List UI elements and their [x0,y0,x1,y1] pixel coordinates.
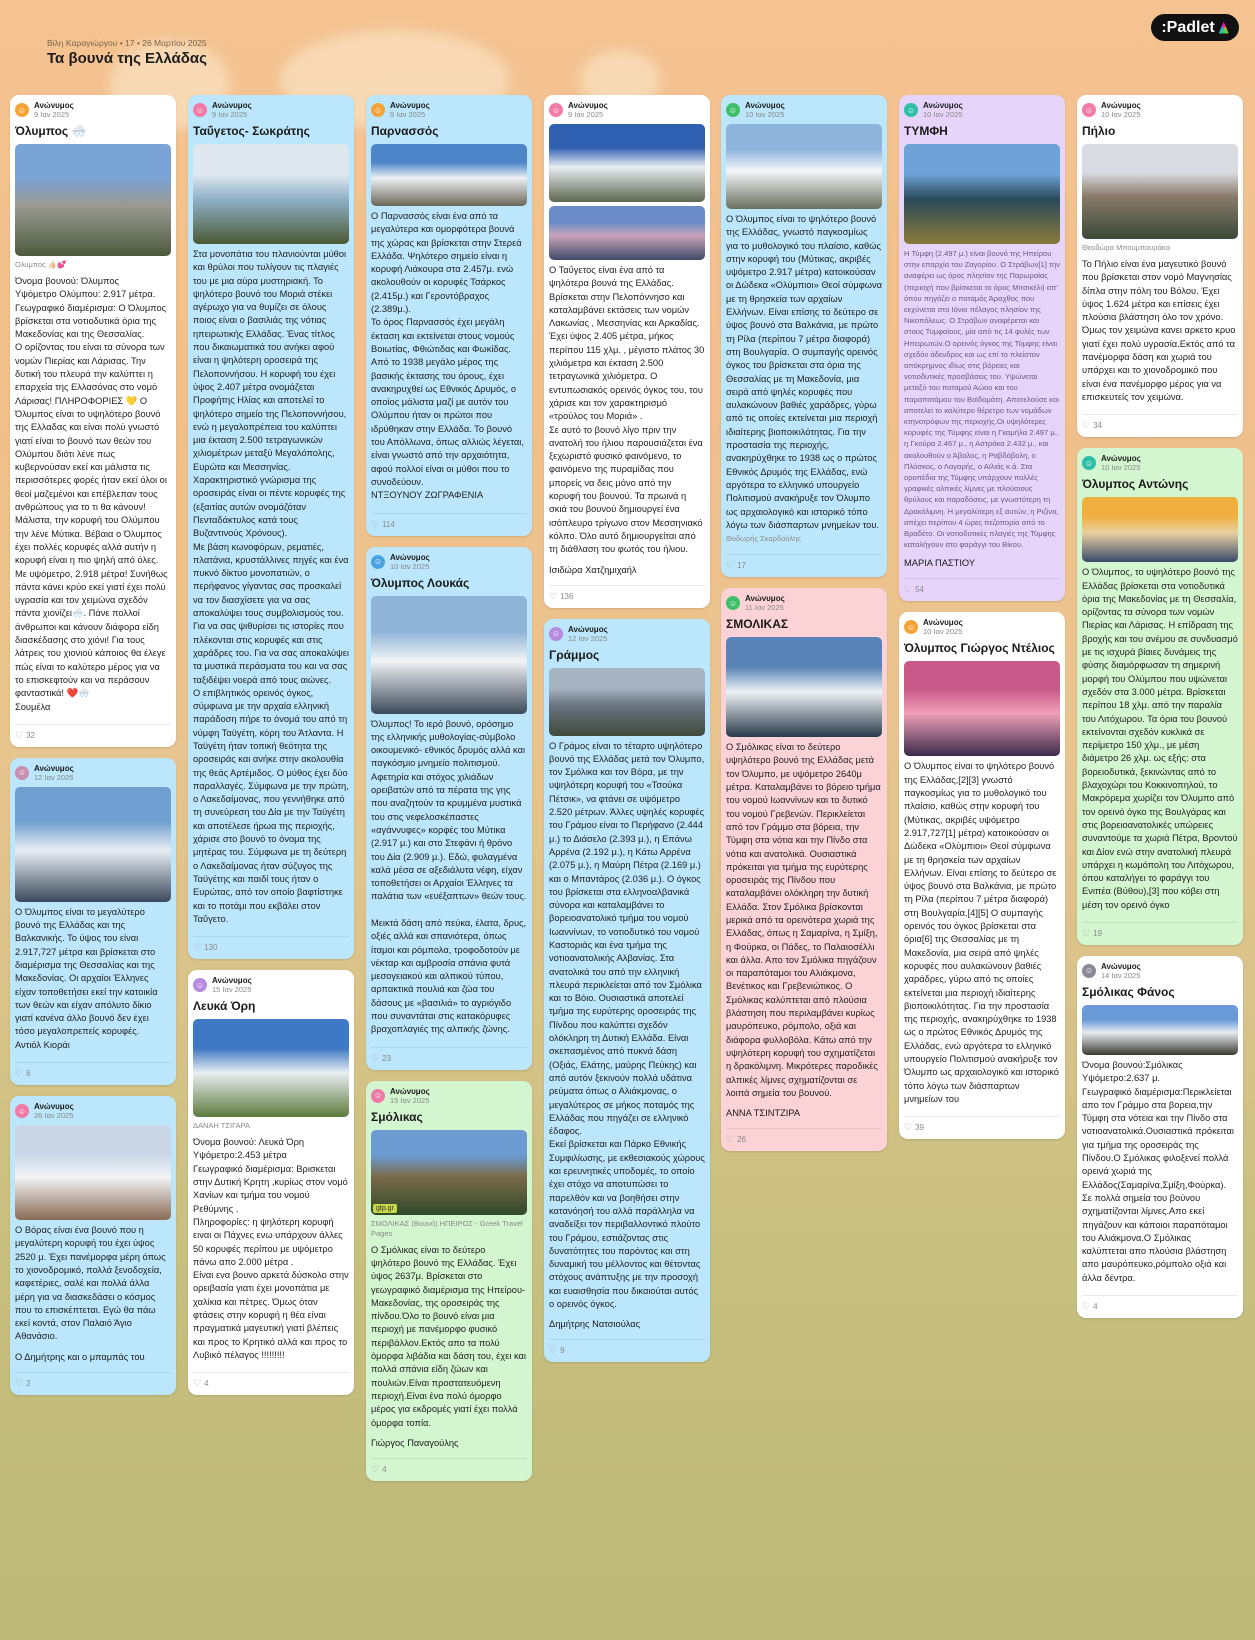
post-date: 11 Ιαν 2025 [745,603,784,613]
post-footer [15,1372,171,1389]
padlet-logo[interactable] [1151,14,1239,41]
heart-icon[interactable]: ♡ [371,1052,380,1063]
heart-icon[interactable]: ♡ [1082,927,1091,938]
like-count: 34 [1093,421,1102,431]
post-footer [1082,922,1238,939]
post-title: Σμόλικας Φάνος [1082,984,1175,999]
post-image[interactable] [371,596,527,714]
post-body: Ο Όλυμπος είναι το μεγαλύτερο βουνό της Ελλάδας και της Βαλκανικής. Το ύψος του είναι 2.917,727 μέτρα και βρίσκεται στο διαμέρισμα της Θεσσαλίας και της Μακεδονίας. Οι αρχαίοι Έλληνες είχαν τοποθετήσει εκεί την κατοικία των θεών και είχαν απόλυτο δίκιο γιατί κανένα άλλο βουνό δεν έχει τόσο μεγαλοπρεπείς κορυφές. Αντιόλ Κιοράι [15,906,158,1050]
avatar: ☺ [726,103,740,117]
like-count: 23 [382,1053,391,1063]
post-image[interactable] [549,668,705,736]
post-footer [1082,1295,1238,1312]
post-title: ΤΥΜΦΗ [904,124,948,138]
author-name: Ανώνυμος [745,101,785,110]
author-info [568,625,608,643]
post-title: Παρνασσός [371,124,439,138]
heart-icon[interactable]: ♡ [1082,1301,1091,1312]
author-name: Ανώνυμος [745,594,785,604]
author-name: Ανώνυμος [390,1086,430,1096]
post-date: 9 Ιαν 2025 [212,110,248,119]
post-signature: Ο Δημήτρης και ο μπαμπάς του [15,1351,145,1362]
post-image[interactable] [549,206,705,260]
post-image[interactable] [371,1130,527,1215]
post-body: Ο Γράμος είναι το τέταρτο υψηλότερο βουνό της Ελλάδας μετά τον Όλυμπο, τον Σμόλικα και τον Βόρα, με την υψηλότερη κορυφή του «Τσούκα Πέτσικ», να φτάνει σε υψόμετρο 2.520 μέτρων. Άλλες υψηλές κορυφές του Γράμου είναι το Περήφανο (2.444 μ.) το Διάσελο (2.393 μ.), η Επάνω Αρρένα (2.192 μ.), η Κάτω Αρρένα (2.075 μ.), η Μαύρη Πέτρα (2.169 μ.) και ο Μπαντάρος (2.036 μ.). Ο όγκος του βρίσκεται στα ελληνοαλβανικά σύνορα και καταλαμβάνει το βορειοανατολικό τμήμα του νομού Ιωαννίνων, το νοτιοδυτικό του νομού Καστοριάς και ένα τμήμα της νοτιοανατολικής Αλβανίας. Στα ανατολικά του από την ελληνική πλευρά περικλείεται από τον Σμόλικα και το Βόιο. Ουσιαστικά αποτελεί τμήμα της ευρύτερης οροσειράς της Πίνδου που καλύπτει σχεδόν ολόκληρη τη Δυτική Ελλάδα. Είναι σκεπασμένος από πυκνά δάση (Οξιάς, Ελάτης, μαύρης Πεύκης) και από αυτόν ξεκινούν πολλά υδάτινα ρεύματα όπως ο Αλιάκμονας, ο μεγαλύτερος σε μήκος ποταμός της Ελλάδας που πηγάζει σε ελληνικό έδαφος. Εκεί βρίσκεται και Πάρκο Εθνικής Συμφιλίωσης, με εκθεσιακούς χώρους και ερευνητικές υποδομές, το οποίο έχει στόχο να αποτυπώσει το παρελθόν και να βοηθήσει στην κατανόησή του αλλά παράλληλα να αναδείξει τον περιβαλλοντικό πλούτο του Γράμου, εστιάζοντας στις δυνατότητες του παρόντος και στη δυναμική του μέλλοντος και θέτοντας στόχους ανάπτυξης με την προσοχή και ευαισθησία που δικαιούται αυτός ο ορεινός όγκος. [549,740,705,1309]
post-image[interactable] [193,144,349,244]
post-title: Σμόλικας [371,1109,423,1124]
image-caption: Θεοδώρα Μπουμπουράκα [1082,243,1170,252]
image-caption: ΣΜΟΛΙΚΑΣ (Βουνό) ΗΠΕΙΡΟΣ - Greek Travel Pages [371,1218,523,1238]
like-count: 136 [560,591,574,601]
author-name: Ανώνυμος [1101,961,1141,971]
author-name: Ανώνυμος [34,101,74,110]
avatar: ☺ [1082,456,1096,470]
post-attribution: Θοδωρής Σκορδούλης [726,534,801,544]
post-card[interactable] [188,95,354,959]
post-author [1082,962,1238,980]
author-name: Ανώνυμος [212,976,252,986]
author-name: Ανώνυμος [568,101,608,110]
post-title: Λευκά Όρη [193,999,256,1014]
avatar: ☺ [1082,103,1096,117]
post-date: 10 Ιαν 2025 [923,110,963,119]
avatar: ☺ [15,1104,29,1118]
board-column [188,95,354,1395]
post-footer [549,1339,705,1356]
post-date: 10 Ιαν 2025 [1101,110,1141,119]
avatar: ☺ [193,103,207,117]
post-author [549,625,705,643]
author-info [390,553,430,571]
post-footer [193,1372,349,1389]
post-footer [904,1116,1060,1133]
like-count: 39 [915,1123,924,1133]
post-image[interactable] [15,144,171,256]
avatar: ☺ [371,555,385,569]
avatar: ☺ [904,103,918,117]
post-footer [1082,414,1238,431]
post-card[interactable] [544,95,710,608]
avatar: ☺ [1082,964,1096,978]
post-title: Γράμμος [549,647,600,662]
post-date: 15 Ιαν 2025 [390,1095,430,1105]
post-body: Η Τύμφη (2.497 μ.) είναι βουνό της Ηπείρου στην επαρχία του Ζαγορίου. Ο Στράβων[1] την αναφέρει ως όρος πλησίον της Παρωραίας (περιοχή που βρίσκεται το όρος Μιτσικέλι) απ' όπου πηγάζει ο ποταμός Άραχθος που εκχύνεται στο Ιόνιο πέλαγος πλησίον της Νικοπόλεως. Ο Στράβων αναφέρεται και στους Τυμφαίους, μία από τις 14 φυλές των Ηπειρωτών.Ο ορεινός όγκος της Τύμφης είναι σχεδόν άδενδρος και ως επί το πλείστον απόκρημνος ιδίως στις βόρειες και νοτιοδυτικές προσβάσεις του. Υψώνεται μεταξύ του ποταμού Αώου και του παραποτάμου του Βοϊδομάτη. Αποτελούσε και αποτελεί το καλύτερο θέρετρο των νομάδων κτηνοτρόφων της περιοχής.Οι υψηλότερες κορυφές της Τύμφης είναι η Γκαμήλα 2.497 μ., η Γκούρα 2.467 μ., η Αστράκα 2.432 μ., και ακολουθούν ο Άβαλος, η Ραβδόβολη, ο Πλόσκος, ο Λαγαρής, ο Αϊλιάς κ.ά. Στα οροπέδια της Τύμφης υπάρχουν πολλές γραφικές αλπικές λίμνες με πλούσιους θρύλους και παραδόσεις, με γνωστότερη τη Δρακόλιμνη. Η μεγαλύτερη εξ αυτών, η Ριζίνα, απέχει περίπου 4 ώρες πεζοπορία από το Βραδέτο. Οι νοτιοδυτικές πλαγιές της Τύμφης καταλήγουν στο φαράγγι του Βίκου. [904,249,1060,550]
post-image[interactable] [1082,144,1238,239]
post-author [193,976,349,994]
author-info [34,101,74,119]
post-footer [15,1062,171,1079]
board-column [544,95,710,1362]
post-footer [193,936,349,953]
post-footer [371,513,527,530]
avatar: ☺ [193,978,207,992]
image-caption: Ολυμπος 👍🏻💕 [15,260,67,269]
post-body: Ο Ταΰγετος είναι ένα από τα ψηλότερα βουνά της Ελλάδας. Βρίσκεται στην Πελοπόννησο και καταλαμβάνει εκτάσεις των νομών Λακωνίας , Μεσσηνίας και Αρκαδίας. Έχει ύψος 2.405 μέτρα, μήκος περίπου 115 χλμ. , μέγιστο πλάτος 30 χιλιόμετρα και έκταση 2.500 τετραγωνικά χιλιόμετρα. Ο εντυπωσιακός ορεινός όγκος του, του χάρισε και τον χαρακτηρισμό «τρούλος του Μοριά» . Σε αυτό το βουνό λίγο πριν την ανατολή του ήλιου παρουσιάζεται ένα ξεχωριστό φυσικό φαινόμενο, το φαινόμενο της πυραμίδας που μπορείς να δεις μόνο από την κορυφή του βουνού. Τα πρωινά η σκιά του βουνού δημιουργεί ένα ισόπλευρο τρίγωνο στον Μεσσηνιακό κόλπο. Όλο αυτό δημιουργείται από τη διάθλαση του φωτός του ήλιου. [549,265,705,555]
author-name: Ανώνυμος [1101,454,1141,464]
post-footer [904,578,1060,595]
avatar: ☺ [15,103,29,117]
like-count: 2 [26,1378,31,1388]
post-body: Ο Σμόλικας είναι το δεύτερο ψηλότερο βουνό της Ελλάδας. Έχει ύψος 2637μ. Βρίσκεται στο γεωγραφικό διαμέρισμα της Ηπείρου-Μακεδονίας, της οροσειράς της πίνδου.Όλο το βουνό είναι μια περιοχή με πανέμορφο φυσικό περιβάλλον.Εκτός απο τα πολύ όμορφα λιβάδια και δάση του, έχει και πολλά σπάνια είδη ζώων και πουλιών.Είναι προστατευόμενη περιοχή.Είναι ένα πολύ όμορφο μέρος για εκδρομές γιατί έχει πολλά όμορφα τοπία. [371,1244,526,1428]
post-body: Ο Όλυμπος, το υψηλότερο βουνό της Ελλάδας βρίσκεται στα νοτιοδυτικά όρια της Μακεδονίας με τη Θεσσαλία, ορίζοντας τα σύνορα των νομών Πιερίας και Λάρισας. Η επίδραση της βροχής και του ανέμου σε συνδυασμό με τις ισχυρά βίαιες δυνάμεις της φύσης διαμόρφωσαν τη σημερινή μορφή του Ολύμπου που υψώνεται σχεδόν στα 3.000 μέτρα. Βρίσκεται περίπου 18 χλμ. από την παραλία του Λιτόχωρου. Τα όρια του βουνού εκτείνονται σχεδόν κυκλικά σε περίμετρο 150 χλμ., με μέση διάμετρο 26 χλμ. ως εξής: στα βορειοδυτικά, ξεκινώντας από το βλαχοχώρι του Κοκκινοπηλού, το Μακρόρεμα χωρίζει τον Όλυμπο από τον ορεινό όγκο της Βουλγάρας και στις βορειοανατολικές υπώρειες συναντούμε τα χωριά Πέτρα, Βροντού και Δίον ενώ στην ανατολική πλευρά υπάρχει η κωμόπολη του Λιτόχωρου, όπου καταλήγει το φαράγγι του Ενιπέα (Βύθου),[3] που κόβει στη μέση τον ορεινό όγκο [1082,567,1238,910]
post-author [371,553,527,571]
post-date: 10 Ιαν 2025 [390,561,430,571]
like-count: 4 [204,1379,209,1389]
like-count: 54 [915,585,924,595]
post-card[interactable] [10,1096,176,1395]
post-body: Το Πήλιο είναι ένα μαγευτικό βουνό που βρίσκεται στον νομό Μαγνησίας δίπλα στην πόλη του Βόλου. Έχει ύψος 1.624 μέτρα και επίσεις έχει πλούσια βλάστηση όλο τον χρόνο. Όμως τον χειμώνα κανει αρκετο κρυο γιατί έχει πολύ υγρασία.Εκτός από τα πανέμορφα δάση και χωριά του υπάρχει και το χιονοδρομικό που είναι ένα πανέμορφο μέρος για να επισκευτείς τον χειμώνα. [1082,259,1236,402]
post-author [904,101,1060,119]
post-body: Όλυμπος! Το ιερό βουνό, ορόσημο της ελληνικής μυθολογίας-σύμβολο οικουμενικό- εθνικός δρυμός αλλά και παγκόσμιο μνημείο πολιτισμού. Αφετηρία και στόχος χιλιάδων ορειβατών από τα πέρατα της γης που αναζητούν τα κρυμμένα μυστικά του στις νεφελοσκέπαστες «αγάννυφες» κορφές του Μύτικα (2.917 μ.) και στο Στεφάνι ή θρόνο του Δία (2.909 μ.). Εδώ, φυλαγμένα καλά μέσα σε αξεδιάλυτα νέφη, είχαν τοποθετήσει οι Αρχαίοι Έλληνες τα παλάτια των «ευέξαπτων» θεών τους. Μεικτά δάση από πεύκα, έλατα, δρυς, οξιές αλλά και σπανιότερα, όπως ίταμοι και ρόμπολα, τροφοδοτούν με νέκταρ και αμβροσία σπάνια φυτά μεσογειακού και αλπικού τύπου, αρπακτικά πουλιά και ζώα του δάσους με «βασιλιά» το αγριόγιδο που συναντάται στις κατακόρυφες βραχοπλαγιές της αλπικής ζώνης. [371,718,527,1035]
author-name: Ανώνυμος [923,101,963,110]
heart-icon[interactable]: ♡ [371,518,380,529]
post-image[interactable] [193,1019,349,1117]
post-image[interactable] [15,787,171,902]
board-meta: Βίλη Καραγιώργου • 17 • 26 Μαρτίου 2025 [47,38,207,48]
like-count: 6 [26,1069,31,1079]
post-author [371,1087,527,1105]
board-column [1077,95,1243,1318]
post-author [549,101,705,119]
post-title: Όλυμπος Λουκάς [371,575,470,590]
post-date: 14 Ιαν 2025 [1101,970,1141,980]
like-count: 4 [382,1464,387,1474]
post-footer [371,1458,527,1475]
logo-text: :Padlet [1161,18,1215,36]
author-info [1101,454,1141,472]
post-body: Ο Παρνασσός είναι ένα από τα μεγαλύτερα και ομορφότερα βουνά της χώρας και βρίσκεται στην Στερεά Ελλάδα. Ψηλότερο σημείο είναι η κορυφή Λιάκουρα στα 2.457μ. ενώ ακολουθούν οι κορυφές Τσάρκος (2.415μ.) και Γεροντόβραχος (2.389μ.). Το όρος Παρνασσός έχει μεγάλη έκταση και εκτείνεται στους νομούς Βοιωτίας, Φθιώτιδας και Φωκίδας. Από το 1938 μεγάλο μέρος της βασικής έκτασης του όρους, έχει ανακηρυχθεί ως Εθνικός Δρυμός, ο οποίος μάλιστα μαζί με αυτόν του Ολύμπου ήταν οι πρώτοι που ιδρύθηκαν στην Ελλάδα. Το βουνό του Απόλλωνα, όπως αλλιώς λέγεται, είναι γνωστό από την αρχαιότητα, αφού πολλοί είναι οι μύθοι που το συνοδεύουν. ΝΤΞΟΥΝΟΥ ΖΩΓΡΑΦΕΝΙΑ [371,211,524,501]
post-footer [15,724,171,741]
post-card[interactable] [544,619,710,1363]
like-count: 130 [204,943,218,953]
heart-icon[interactable]: ♡ [15,729,24,740]
heart-icon[interactable]: ♡ [904,1122,913,1133]
post-date: 12 Ιαν 2025 [34,772,74,782]
author-info [212,976,252,994]
post-card[interactable] [721,588,887,1151]
post-footer [726,1128,882,1145]
like-count: 26 [737,1135,746,1145]
like-count: 9 [560,1346,565,1356]
author-name: Ανώνυμος [390,101,430,110]
post-date: 9 Ιαν 2025 [568,110,604,119]
post-signature: Γιώργος Παναγούλης [371,1437,459,1448]
post-title: ΣΜΟΛΙΚΑΣ [726,617,789,632]
post-image[interactable] [1082,1005,1238,1055]
post-signature: Ισιδώρα Χατζημιχαήλ [549,564,637,575]
post-image[interactable] [904,661,1060,756]
board-column [366,95,532,1481]
post-body: Όνομα βουνού:Σμόλικας Υψόμετρο:2.637 μ. Γεωγραφικό διαμέρισμα:Περικλείεται απο τον Γράμμο στα βορεια,την Τύμφη στα νότεια και την Πίνδο στα νοτιοανατολικά.Ουσιαστικά πρόκειται για τμήμα της οροσειράς της Πίνδου.Ο Σμόλικας φιλοξενεί πολλά ορεινά χωριά της Ελλάδος(Σαμαρίνα,Σμίξη,Φούρκα). Σε πολλά σημεία του βούνου σχηματίζονται λίμνες.Απο εκεί πηγάζουν και κάποιοι παραπόταμοι του Αλιάκμονα.Ο Σμόλικας καλύπτεται απο πλούσια βλάστηση απο μαυρόπευκο,ρόμπολο οξιά και άλλα δέντρα. [1082,1059,1234,1283]
image-source-tag: gtp.gr [373,1204,397,1213]
post-author [1082,454,1238,472]
post-body: Ο Όλυμπος είναι το ψηλότερο βουνό της Ελλάδας,[2][3] γνωστό παγκοσμίως για το μυθολογικό του πλαίσιο, καθώς στην κορυφή του (Μύτικας, ακριβές υψόμετρο 2.917,727[1] μέτρα) κατοικούσαν οι Δώδεκα «Ολύμπιοι» Θεοί σύμφωνα με τη θρησκεία των αρχαίων Ελλήνων. Είναι επίσης το δεύτερο σε ύψος βουνό στα Βαλκάνια, με πρώτο τη Ρίλα (περίπου 7 μέτρα διαφορά) στη Βουλγαρία.[4][5] Ο συμπαγής ορεινός του όγκος βρίσκεται στα όρια[6] της Θεσσαλίας με τη Μακεδονία, μια σειρά από ψηλές κορυφές που αυλακώνουν βαθιές χαράδρες, γύρω από τις οποίες εκτείνεται μια περιοχή ιδιαίτερης βιοποικιλότητας. Για την προστασία της περιοχής, ανακηρύχθηκε το 1938 ως ο πρώτος Εθνικός Δρυμός της Ελλάδας, ενώ αργότερα το ελληνικό υπουργείο Πολιτισμού ανακήρυξε τον Όλυμπο ως αρχαιολογικό και ιστορικό τόπο λόγω των διάσπαρτων μνημείων του [904,761,1059,1104]
post-author [15,1102,171,1120]
like-count: 17 [737,561,746,571]
author-info [745,594,785,612]
heart-icon[interactable]: ♡ [549,590,558,601]
author-info [923,618,963,636]
board-column [721,95,887,1151]
post-card[interactable] [366,547,532,1070]
heart-icon[interactable]: ♡ [904,584,913,595]
avatar: ☺ [726,596,740,610]
post-date: 10 Ιαν 2025 [1101,463,1141,473]
post-body: Ο Σμόλικας είναι το δεύτερο υψηλότερο βουνό της Ελλάδας μετά τον Όλυμπο, με υψόμετρο 2640μ μέτρα. Καταλαμβάνει το βόρειο τμήμα του νομού Ιωαννίνων και το δυτικό του νομού Γρεβενών. Περικλείεται από τον Γράμμο στα βόρεια, την Τύμφη στα νότια και την Πίνδο στα νότια και ανατολικά. Ουσιαστικά πρόκειται για τμήμα της ευρύτερης οροσειράς της Πίνδου που καταλαμβάνει ολόκληρη την δυτική Ελλάδα. Στον Σμόλικα βρίσκονται μερικά από τα ορεινότερα χωριά της Ελλάδας, όπως η Σαμαρίνα, η Σμίξη, η Φούρκα, οι Πάδες, το Παλαιοσέλλι και άλλα. Απο τον Σμόλικα πηγάζουν οι παραπόταμοι του Αλιάκμονα, Βενέτικος και Γρεβενιώτικος. Ο Σμόλικας καλύπτεται από πλούσια βλάστηση που περιλαμβάνει κυρίως μαυρόπευκο, ρόμπολο, οξιά και διάφορα φυλλοβόλα. Κάτω από την υψηλότερη κορυφή του σχηματίζεται η δρακόλιμνη. Μικρότερες παροδικές αλπικές λίμνες σχηματίζονται σε λοιπά σημεία του βουνού. [726,742,881,1098]
post-body: Στα μονοπάτια του πλανιούνται μύθοι και θρύλοι που τυλίγουν τις πλαγιές του με μια αύρα μυστηριακή. Το ψηλότερο βουνό του Μοριά στέκει αγέρωχο για να θυμίζει σε όλους ποιος είναι ο βασιλιάς της νότιας ηπειρωτικής Ελλάδας. Ένας τίτλος που δικαιωματικά του ανήκει αφού είναι η ψηλότερη οροσειρά της Πελοποννήσου. Η κορυφή του έχει ύψος 2.407 μέτρα ονομάζεται Προφήτης Ηλίας και αποτελεί το ψηλότερο σημείο της Πελοποννήσου, ενώ η μεγαλοπρέπεια του καλύπτει μια έκταση 2.500 τετραγωνικών χιλιομέτρων μεταξύ Μεγαλόπολης, Ευρώτα και Μεσσηνίας. Χαρακτηριστικό γνώρισμα της οροσειράς είναι οι πέντε κορυφές της (εξαιτίας αυτών ονομάζόταν Πενταδάκτυλος κατά τους Βυζαντινούς Χρόνους). Με βάση κωνοφόρων, ρεματιές, πλατάνια, κρυστάλλινες πηγές και ένα πυκνό δίκτυο μονοπατιών, ο περήφανος γίγαντας σας προσκαλεί να τον διασχίσετε για να σας αποκαλύψει τους συμβολισμούς του. Για να σας ψιθυρίσει τις ιστορίες που πλέκονται στις κορυφές και στις χαράδρες του. Για να σας αποκαλύψει τα μυστικά περάσματα του και να σας ταξιδέψει νοερά από τους αιώνες. Ο επιβλητικός ορεινός όγκος, σύμφωνα με την αρχαία ελληνική παράδοση πήρε το όνομά του από τη νύμφη Ταϋγέτη, κόρη του Άτλαντα. Η Ταϋγέτη ήταν τοπική θεότητα της οροσειράς και ανήκε στην ακολουθία της θεάς Αρτέμιδος. Ο μύθος έχει δύο παραλλαγές. Σύμφωνα με την πρώτη, ο Λακεδαίμονας, που γεννήθηκε από τη συνεύρεση του Δία με την Ταϋγέτη και αποτέλεσε ήρωα της περιοχής, χάρισε στο βουνό το όνομα της μητέρας του. Σύμφωνα με τη δεύτερη ο Λακεδαίμονας ήταν σύζυγος της Ταϋγέτης και παιδί τους ήταν ο Ευρώτας, από τον οποίο βαφτίστηκε και το ποτάμι που εκβάλει στον Ταΰγετο. [193,249,349,924]
author-info [568,101,608,119]
author-info [390,101,430,119]
author-info [212,101,252,119]
author-info [1101,962,1141,980]
post-card[interactable] [188,970,354,1395]
padlet-mark-icon [1219,22,1229,34]
post-image[interactable] [371,144,527,206]
post-image[interactable] [726,637,882,737]
post-card[interactable] [10,95,176,747]
heart-icon[interactable]: ♡ [549,1345,558,1356]
post-signature: ΜΑΡΙΑ ΠΑΣΤΙΟΥ [904,558,976,569]
post-author [904,618,1060,636]
post-card[interactable] [1077,95,1243,437]
avatar: ☺ [15,766,29,780]
post-date: 9 Ιαν 2025 [390,110,426,119]
board-column [899,95,1065,1139]
post-card[interactable] [899,612,1065,1139]
author-name: Ανώνυμος [212,101,252,110]
author-name: Ανώνυμος [923,618,963,628]
post-author [371,101,527,119]
post-image[interactable] [15,1125,171,1220]
heart-icon[interactable]: ♡ [726,560,735,571]
author-name: Ανώνυμος [34,1102,74,1112]
post-card[interactable] [1077,956,1243,1318]
author-name: Ανώνυμος [568,624,608,634]
post-date: 12 Ιαν 2025 [568,633,608,643]
post-date: 15 Ιαν 2025 [212,985,252,995]
author-info [34,764,74,782]
like-count: 114 [382,519,395,529]
like-count: 19 [1093,928,1102,938]
board-column [10,95,176,1395]
post-card[interactable] [721,95,887,577]
post-image[interactable] [726,124,882,209]
post-date: 10 Ιαν 2025 [923,627,963,637]
author-name: Ανώνυμος [34,763,74,773]
heart-icon[interactable]: ♡ [15,1068,24,1079]
post-signature: ΑΝΝΑ ΤΣΙΝΤΖΙΡΑ [726,1108,801,1119]
author-info [34,1102,74,1120]
post-author [193,101,349,119]
post-body: Ο Βόρας είναι ένα βουνό που η μεγαλύτερη κορυφή του έχει ύψος 2520 μ. Έχει πανέμορφα μέρη όπως το χιονοδρομικό, πολλά ξενοδοχεία, καφετέριες, σαλέ και πολλά άλλα μέρη για να διασκεδάσει ο κόσμος που το επισκέπτεται. Εγώ θα πάω εκεί κοντά, στον Παλαιό Άγιο Αθανάσιο. [15,1225,166,1342]
author-info [390,1087,430,1105]
post-card[interactable] [366,1081,532,1481]
post-title: Όλυμπος Αντώνης [1082,477,1189,492]
post-footer [726,554,882,571]
post-body: Όνομα βουνού: Όλυμπος Υψόμετρο Ολύμπου: 2.917 μέτρα. Γεωγραφικό διαμέρισμα: Ο Όλυμπος βρίσκεται στα νοτιοδυτικά όρια της Μακεδονίας και της Θεσσαλίας. Ο ορίζοντας του είναι τα σύνορα των νομών Πιερίας και Λάρισας. Την δυτική του πλευρά την καλύπτει η επαρχεία της Ελλασόνας στο νομό Λάρισας! ΠΛΗΡΟΦΟΡΙΕΣ 💛 Ο Όλυμπος είναι το υψηλότερο βουνό της Ελλαδας και είναι πολύ γνωστό γιατί είναι το βουνό των θεών του Ολύμπου διότι λένε πως κυβερνούσαν εκεί και μάλιστα τις περισσότερες φορές ήταν εκεί όλοι οι θεοί μαζεμένοι και επέβλεπαν τους ανθρώπους για το τι θα κάνουν! Μάλιστα, την κορυφή του Ολύμπου την λένε Μύτικα. Βέβαια ο Όλυμπος έχει πολλές κορυφές αλλά αυτήν η κορυφή είναι η πιο ψηλή από όλες. Με υψόμετρο, 2.918 μέτρα! Συνήθως πάντα κάνει κρύο εκεί γιατί έχει πολύ υγρασία και τον χειμώνα σχεδόν πάντα χιονίζει🌨️. Πάνε πολλοί άνθρωποι και κάνουν διάφορα είδη διασκέδασης στο χιόνι! Για τους λάτρεις του χιονιού κάποιος θα έλεγε πώς είναι το καλύτερο μέρος για να το επισκεφτούν και να περάσουν φανταστικά! ❤️🌨️ Σουμέλα [15,276,168,712]
board-title: Τα βουνά της Ελλάδας [47,50,207,67]
heart-icon[interactable]: ♡ [371,1463,380,1474]
post-footer [549,585,705,602]
like-count: 32 [26,730,35,740]
post-title: Πήλιο [1082,124,1116,138]
avatar: ☺ [371,1089,385,1103]
post-card[interactable] [1077,448,1243,945]
avatar: ☺ [904,620,918,634]
heart-icon[interactable]: ♡ [15,1377,24,1388]
post-author [15,764,171,782]
post-image[interactable] [904,144,1060,244]
heart-icon[interactable]: ♡ [193,942,202,953]
post-card[interactable] [10,758,176,1085]
heart-icon[interactable]: ♡ [193,1378,202,1389]
post-date: 26 Ιαν 2025 [34,1111,74,1121]
heart-icon[interactable]: ♡ [1082,420,1091,431]
post-author [726,594,882,612]
post-card[interactable] [899,95,1065,601]
post-title: Όλυμπος Γιώργος Ντέλιος [904,641,1055,656]
post-title: Ταΰγετος- Σωκράτης [193,124,310,138]
image-caption: ΔΑΝΑΗ ΤΣΙΓΑΡΑ [193,1121,250,1131]
post-image[interactable] [549,124,705,202]
author-info [1101,101,1141,119]
post-body: Ο Όλυμπος είναι το ψηλότερο βουνό της Ελλάδας, γνωστό παγκοσμίως για το μυθολογικό του πλαίσιο, καθώς στην κορυφή του (Μύτικας, ακριβές υψόμετρο 2.917 μέτρα) κατοικούσαν οι Δώδεκα «Ολύμπιοι» Θεοί σύμφωνα με τη θρησκεία των αρχαίων Ελλήνων. Είναι επίσης το δεύτερο σε ύψος βουνό στα Βαλκάνια, με πρώτο τη Ρίλα (περίπου 7 μέτρα διαφορά) στη Βουλγαρία. Ο συμπαγής ορεινός όγκος του βρίσκεται στα όρια της Θεσσαλίας με τη Μακεδονία, μια σειρά από ψηλές κορυφές που αυλακώνουν βαθιές χαράδρες, γύρω από τις οποίες εκτείνεται μια περιοχή ιδιαίτερης βιοποικιλότητας. Για την προστασία της περιοχής, ανακηρύχθηκε το 1938 ως ο πρώτος Εθνικός Δρυμός της Ελλάδας, ενώ αργότερα το ελληνικό υπουργείο Πολιτισμού ανακήρυξε τον Όλυμπο ως αρχαιολογικό και ιστορικό τόπο λόγω των διάσπαρτων μνημείων του. [726,214,883,530]
post-body: Όνομα βουνού: Λευκά Όρη Υψόμετρο:2.453 μέτρα Γεωγραφικό διαμέρισμα: Βρισκεται στην Δυτική Κρητη ,κυρίως στον νομό Χανίων και τμήμα του νομού Ρεθύμνης . Πληροφορίες: η ψηλότερη κορυφή ειναι οι Πάχνες ενω υπάρχουν άλλες 50 κορυφές περίπου με υψόμετρο πάνω απο 2.000 μέτρα . Είναι ενα βουνο αρκετά δύσκολο στην ορειβασία γιατι έχει μονοπάτια με χαλίκια και πέτρες. Όμως όταν φτάσεις στην κορυφή η θέα είναι πραγματικά μαγευτική γιατί βλέπεις και προς το Κρητικό αλλά και προς το Λυβικό πέλαγος !!!!!!!!! [193,1137,349,1360]
like-count: 4 [1093,1302,1098,1312]
avatar: ☺ [549,103,563,117]
post-author [15,101,171,119]
author-info [923,101,963,119]
post-date: 10 Ιαν 2025 [745,110,785,119]
post-signature: Δημήτρης Νατσιούλας [549,1319,641,1330]
author-name: Ανώνυμος [1101,101,1141,110]
post-author [1082,101,1238,119]
post-author [726,101,882,119]
heart-icon[interactable]: ♡ [726,1134,735,1145]
avatar: ☺ [371,103,385,117]
post-title: Όλυμπος 🌨️ [15,124,87,138]
post-date: 9 Ιαν 2025 [34,110,70,119]
author-info [745,101,785,119]
avatar: ☺ [549,627,563,641]
post-image[interactable] [1082,497,1238,562]
post-card[interactable] [366,95,532,536]
author-name: Ανώνυμος [390,552,430,562]
post-footer [371,1047,527,1064]
